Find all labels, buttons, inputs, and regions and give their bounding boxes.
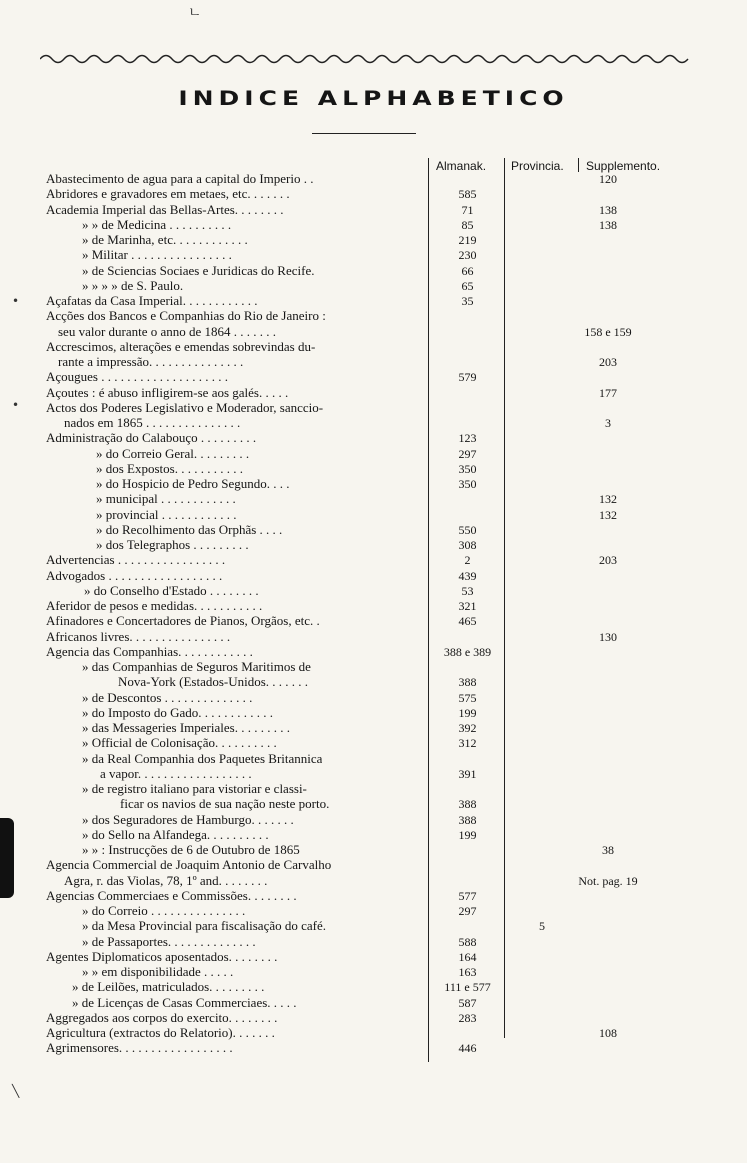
entry-almanak-page: 297 [458,446,477,461]
entry-supplemento-page: 108 [599,1026,617,1040]
entry-label: Actos dos Poderes Legislativo e Moderador, sanccio- [46,400,324,415]
entry-label: » do Sello na Alfandega. . . . . . . . . . [82,827,269,842]
entry-almanak-page: 588 [458,934,477,949]
entry-label: Açoutes : é abuso infligirem-se aos galés. . . . . [46,385,289,400]
entry-almanak-page: 164 [458,949,477,964]
index-entry [0,797,747,811]
column-divider [578,158,579,172]
index-entry [0,691,747,705]
entry-label: » » em disponibilidade . . . . . [82,965,234,979]
entry-supplemento-page: 158 e 159 [584,324,632,339]
index-entry [0,950,747,964]
index-entry [0,203,747,217]
index-entry [0,462,747,476]
index-entry [0,553,747,567]
index-entry [0,172,747,186]
index-entry [0,630,747,644]
stray-mark: ㄴ [188,5,202,21]
entry-label: » do Hospicio de Pedro Segundo. . . . [96,477,290,491]
entry-almanak-page: 439 [458,568,477,583]
entry-supplemento-page: 203 [599,355,617,369]
entry-almanak-page: 297 [458,904,477,918]
index-entry [0,523,747,537]
entry-label: » de Licenças de Casas Commerciaes. . . . . [72,995,297,1010]
index-entry [0,645,747,659]
entry-supplemento-page: 120 [599,172,617,186]
index-entry [0,569,747,583]
index-entry [0,401,747,415]
entry-label: nados em 1865 . . . . . . . . . . . . . . . [64,416,241,430]
index-entry [0,416,747,430]
index-entry [0,980,747,994]
stray-mark: ╲ [12,1084,20,1098]
entry-supplemento-page: 177 [599,385,617,400]
entry-almanak-page: 388 [458,797,477,812]
entry-label: Acções dos Bancos e Companhias do Rio de Janeiro : [46,309,326,324]
entry-label: » provincial . . . . . . . . . . . . [96,507,237,522]
entry-almanak-page: 575 [458,690,477,705]
entry-label: » Official de Colonisação. . . . . . . . . . [82,736,277,751]
index-entry [0,614,747,628]
index-entry [0,1026,747,1040]
entry-almanak-page: 388 e 389 [443,644,492,659]
entry-label: » do Conselho d'Estado . . . . . . . . [84,583,259,598]
entry-supplemento-page: 3 [605,416,611,430]
index-entry [0,599,747,613]
entry-supplemento-page: 138 [599,217,617,232]
entry-supplemento-page: 132 [599,507,617,522]
entry-label: a vapor. . . . . . . . . . . . . . . . . . [100,766,252,781]
entry-almanak-page: 465 [458,614,477,629]
entry-almanak-page: 350 [458,461,477,476]
entry-label: Agrimensores. . . . . . . . . . . . . . . . . . [46,1041,233,1056]
index-entry [0,721,747,735]
index-entry [0,538,747,552]
index-entry [0,187,747,201]
entry-label: » municipal . . . . . . . . . . . . [96,492,236,507]
index-entry [0,660,747,674]
index-entry [0,874,747,888]
entry-almanak-page: 579 [458,370,477,385]
entry-label: Agencia Commercial de Joaquim Antonio de Carvalho [46,858,332,873]
entry-almanak-page: 199 [458,827,477,842]
index-entry [0,355,747,369]
index-entry [0,508,747,522]
entry-label: » do Correio Geral. . . . . . . . . [96,446,250,461]
entry-label: » » de Medicina . . . . . . . . . . [82,217,232,232]
entry-almanak-page: 388 [458,812,477,827]
entry-label: » » : Instrucções de 6 de Outubro de 1865 [82,843,300,857]
index-entry [0,370,747,384]
entry-label: Advertencias . . . . . . . . . . . . . . . . . [46,553,226,568]
index-entry [0,233,747,247]
index-entry [0,386,747,400]
index-entry [0,889,747,903]
index-entry [0,309,747,323]
index-entry [0,752,747,766]
entry-almanak-page: 392 [458,721,477,735]
entry-label: rante a impressão. . . . . . . . . . . . . . . [58,355,244,369]
index-entry [0,279,747,293]
entry-label: Administração do Calabouço . . . . . . . . . [46,431,257,446]
entry-almanak-page: 71 [461,202,474,217]
entry-label: » das Companhias de Seguros Maritimos de [82,660,311,674]
entry-provincia-page: 5 [539,919,545,934]
entry-almanak-page: 123 [458,431,477,446]
index-entry [0,813,747,827]
index-entry [0,264,747,278]
column-header-almanak: Almanak. [436,159,487,173]
entry-label: Advogados . . . . . . . . . . . . . . . . . . [46,568,223,583]
index-entry [0,1041,747,1055]
entry-almanak-page: 321 [458,599,477,613]
entry-label: Aggregados aos corpos do exercito. . . . . . . . [46,1010,278,1025]
entry-label: Agra, r. das Violas, 78, 1º and. . . . . . . . [64,873,268,888]
entry-almanak-page: 283 [458,1010,477,1025]
index-entry [0,1011,747,1025]
entry-label: Agentes Diplomaticos aposentados. . . . . . . . [46,949,278,964]
entry-almanak-page: 219 [458,233,477,247]
entry-label: Agencia das Companhias. . . . . . . . . . . . [46,644,253,659]
entry-almanak-page: 66 [461,263,474,278]
index-entry [0,996,747,1010]
entry-almanak-page: 350 [458,477,477,491]
entry-label: Afinadores e Concertadores de Pianos, Orgãos, etc. . [46,614,320,629]
entry-almanak-page: 587 [458,995,477,1010]
index-entry [0,477,747,491]
entry-almanak-page: 391 [458,766,477,781]
column-header-supplemento: Supplemento. [586,159,661,173]
index-entry [0,706,747,720]
stray-dot: • [12,398,20,412]
index-entry [0,431,747,445]
index-entry [0,294,747,308]
entry-label: Academia Imperial das Bellas-Artes. . . . . . . . [46,202,284,217]
entry-label: » dos Telegraphos . . . . . . . . . [96,538,249,552]
entry-almanak-page: 163 [458,965,477,979]
entry-label: seu valor durante o anno de 1864 . . . . . . . [58,324,277,339]
index-entry [0,584,747,598]
entry-label: ficar os navios de sua nação neste porto. [120,797,330,812]
index-entry [0,843,747,857]
entry-label: » do Correio . . . . . . . . . . . . . . . [82,904,246,918]
entry-almanak-page: 308 [458,538,477,552]
column-header-provincia: Provincia. [511,159,564,173]
index-entry [0,919,747,933]
index-entry [0,248,747,262]
entry-label: » de Passaportes. . . . . . . . . . . . . . [82,934,256,949]
entry-label: Abastecimento de agua para a capital do Imperio . . [46,172,314,186]
index-entry [0,767,747,781]
entry-label: Aferidor de pesos e medidas. . . . . . . . . . . [46,599,263,613]
entry-almanak-page: 312 [458,736,477,751]
title-rule [312,133,416,134]
entry-supplemento-page: 38 [602,843,614,857]
index-entry [0,492,747,506]
index-entry [0,218,747,232]
entry-label: » dos Expostos. . . . . . . . . . . [96,461,243,476]
entry-supplemento-page: 203 [599,553,617,568]
entry-label: » de Leilões, matriculados. . . . . . . . . [72,980,265,995]
entry-label: Accrescimos, alterações e emendas sobrevindas du- [46,339,316,354]
entry-label: » dos Seguradores de Hamburgo. . . . . . . [82,812,294,827]
entry-label: Africanos livres. . . . . . . . . . . . . . . . [46,629,231,644]
index-entry [0,340,747,354]
entry-supplemento-page: 138 [599,202,617,217]
entry-label: » de Sciencias Sociaes e Juridicas do Recife. [82,263,315,278]
entry-supplemento-page: Not. pag. 19 [578,873,638,888]
entry-almanak-page: 199 [458,705,477,720]
index-entry [0,675,747,689]
entry-almanak-page: 65 [461,278,474,293]
entry-label: » da Mesa Provincial para fiscalisação do café. [82,919,327,934]
entry-label: Nova-York (Estados-Unidos. . . . . . . [118,675,309,690]
entry-label: » Militar . . . . . . . . . . . . . . . . [82,248,232,263]
entry-almanak-page: 550 [458,522,477,537]
entry-label: » » » » de S. Paulo. [82,278,184,293]
entry-almanak-page: 2 [464,553,471,568]
index-entry [0,858,747,872]
page-title: INDICE ALPHABETICO [178,87,569,110]
index-entry [0,904,747,918]
entry-almanak-page: 53 [461,583,474,598]
entry-label: Abridores e gravadores em metaes, etc. . . . . . . [46,187,290,202]
entry-label: Agencias Commerciaes e Commissões. . . . . . . . [46,888,297,903]
entry-label: » de Marinha, etc. . . . . . . . . . . . [82,233,248,247]
entry-almanak-page: 388 [458,675,477,690]
entry-supplemento-page: 132 [599,492,617,507]
entry-label: » da Real Companhia dos Paquetes Britannica [82,751,323,766]
index-entry [0,447,747,461]
entry-label: » do Recolhimento das Orphãs . . . . [96,522,283,537]
index-entry [0,736,747,750]
entry-almanak-page: 111 e 577 [444,980,491,995]
entry-label: » das Messageries Imperiales. . . . . . . . . [82,721,290,735]
entry-label: Açougues . . . . . . . . . . . . . . . . . . . . [46,370,228,385]
entry-label: Agricultura (extractos do Relatorio). . . . . . . [46,1026,275,1040]
index-entry [0,828,747,842]
index-entry [0,935,747,949]
entry-almanak-page: 585 [458,187,477,202]
entry-label: » de registro italiano para vistoriar e classi- [82,782,307,796]
index-entry [0,965,747,979]
stray-dot: • [12,294,20,308]
page-edge-mark [0,818,14,898]
entry-almanak-page: 85 [461,217,474,232]
entry-label: Açafatas da Casa Imperial. . . . . . . . . . . . [46,294,258,308]
index-entry [0,325,747,339]
entry-label: » de Descontos . . . . . . . . . . . . . . [82,690,253,705]
decorative-wavy-rule [40,50,690,68]
entry-label: » do Imposto do Gado. . . . . . . . . . . . [82,705,274,720]
entry-almanak-page: 35 [461,294,474,308]
entry-supplemento-page: 130 [599,629,617,644]
entry-almanak-page: 446 [458,1041,477,1056]
entry-almanak-page: 577 [458,888,477,903]
entry-almanak-page: 230 [458,248,477,263]
index-entry [0,782,747,796]
